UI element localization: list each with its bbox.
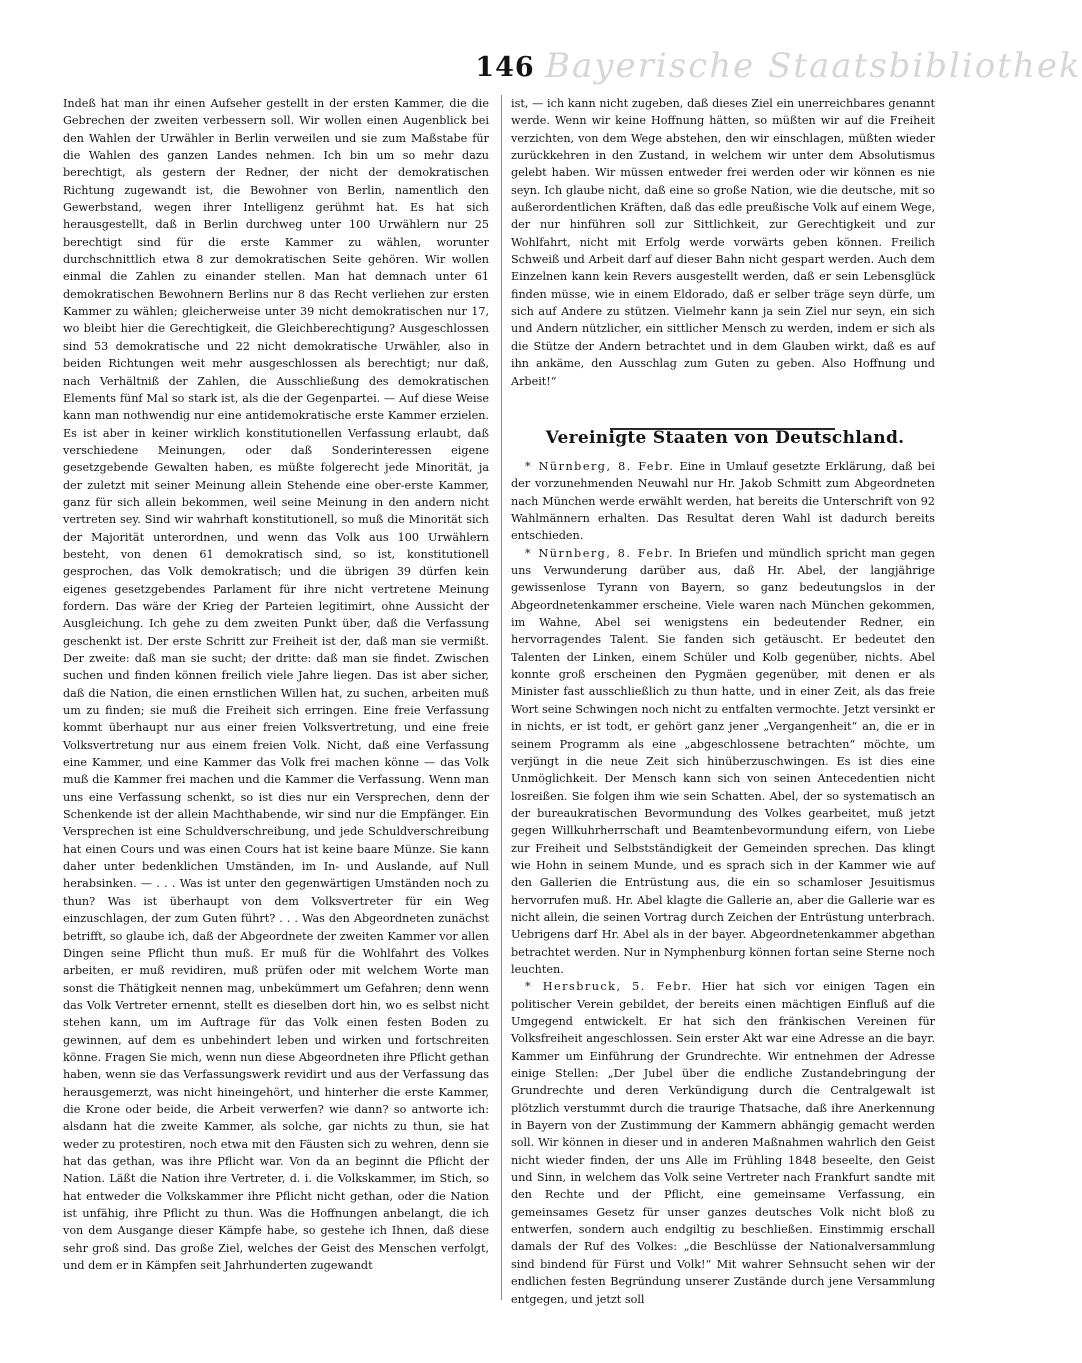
article-body: In Briefen und mündlich spricht man gegen uns Verwunderung darüber aus, daß Hr. Abel, der langjährige gewissenlose Tyrann von Bayern, so ganz bedeutungslos in der Abgeordnetenkammer erscheine. Viele waren nach München gekommen, im Wahne, Abel sei wenigstens ein bedeutender Redner, ein hervorragendes Talent. Sie fanden sich getäuscht. Er bedeutet den Talenten der Linken, einem Schüler und Kolb gegenüber, nichts. Abel konnte groß erscheinen den Pygmäen gegenüber, mit denen er als Minister fast ausschließlich zu thun hatte, und in einer Zeit, als das freie Wort seine Schwingen noch nicht zu entfalten vermochte. Jetzt versinkt er in nichts, er ist todt, er gehört ganz jener „Vergangenheit“ an, die er in seinem Programm als eine „abgeschlossene betrachten“ möchte, um verjüngt in die neue Zeit sich hinüberzuschwingen. Es ist dies eine Unmöglichkeit. Der Mensch kann sich von seinen Antecedentien nicht losreißen. Sie folgen ihm wie sein Schatten. Abel, der so systematisch an der bureaukratischen Bevormundung des Volkes gearbeitet, muß jetzt gegen Willkuhrherrschaft und Beamtenbevormundung eifern, von Liebe zur Freiheit und Selbstständigkeit der Gemeinden sprechen. Das klingt wie Hohn in seinem Munde, und es sprach sich in der Kammer wie auf den Gallerien die Entrüstung aus, die ein so schamloser Jesuitismus hervorrufen muß. Hr. Abel klagte die Gallerie an, aber die Gallerie war es nicht allein, die seinen Vortrag durch Zeichen der Entrüstung unterbrach. Uebrigens darf Hr. Abel als in der bayer. Abgeordnetenkammer abgethan betrachtet werden. Nur in Nymphenburg können fortan seine Sterne noch leuchten. — [511, 546, 936, 976]
article-dateline: * Hersbruck, 5. Febr. — [525, 980, 693, 994]
article-body: Eine in Umlauf gesetzte Erklärung, daß bei der vorzunehmenden Neuwahl nur Hr. Jakob Schmitt zum Abgeordneten nach München werde erwählt werden, hat bereits die Unterschrift von 92 Wahlmännern erhalten. Das Resultat deren Wahl ist dadurch bereits entschieden. — [511, 460, 935, 543]
speech-paragraph: Indeß hat man ihr einen Aufseher gestellt in der ersten Kammer, die die Gebrechen der zweiten verbessern soll. Wir wollen einen Augenblick bei den Wahlen der Urwähler in Berlin verweilen und sie zum Maßstabe für die Wahlen des ganzen Landes nehmen. Ich bin um so mehr dazu berechtigt, als gestern der Redner, der nicht der demokratischen Richtung zugewandt ist, die Bewohner von Berlin, namentlich den Gewerbstand, wegen ihrer Intelligenz gerühmt hat. Es hat sich herausgestellt, daß in Berlin durchweg unter 100 Urwählern nur 25 berechtigt sind für die erste Kammer zu wählen, worunter durchschnittlich etwa 8 zur demokratischen Seite gehören. Wir wollen einmal die Zahlen zu einander stellen. Man hat demnach unter 61 demokratischen Bewohnern Berlins nur 8 das Recht verliehen zur ersten Kammer zu wählen; gleicherweise unter 39 nicht demokratischen nur 17, wo bleibt hier die Gerechtigkeit, die Gleichberechtigung? Ausgeschlossen sind 53 demokratische und 22 nicht demokratische Urwähler, also in beiden Richtungen weit mehr ausgeschlossen als berechtigt; nur daß, nach Verhältniß der Zahlen, die Ausschließung des demokratischen Elements fünf Mal so stark ist, als die der Gegenpartei. — Auf diese Weise kann man nothwendig nur eine antidemokratische erste Kammer erzielen. Es ist aber in keiner wirklich konstitutionellen Verfassung erlaubt, daß verschiedene Meinungen, oder daß Sonderinteressen eigene gesetzgebende Gewalten haben, es müßte folgerecht jede Minorität, ja der zuletzt mit seiner Meinung allein Stehende eine ober-erste Kammer, ganz für sich allein bekommen, weil seine Meinung in den andern nicht vertreten sey. Sind wir wahrhaft konstitutionell, so muß die Minorität sich der Majorität unterordnen, und wenn das Volk aus 100 Urwählern besteht, von denen 61 demokratisch sind, so ist, konstitutionell gesprochen, das Volk demokratisch; und die übrigen 39 dürfen kein eigenes gesetzgebendes Parlament für ihre nicht vertretene Meinung fordern. Das wäre der Krieg der Parteien legitimirt, ohne Aussicht der Ausgleichung. Ich gehe zu dem zweiten Punkt über, daß die Verfassung geschenkt ist. Der erste Schritt zur Freiheit ist der, daß man sie vermißt. Der zweite: daß man sie sucht; der dritte: daß man sie findet. Zwischen suchen und finden können freilich viele Jahre liegen. Das ist aber sicher, daß die Nation, die einen ernstlichen Willen hat, zu suchen, arbeiten muß um zu finden; sie muß die Freiheit sich erringen. Eine freie Verfassung kommt überhaupt nur aus einer freien Volksvertretung, und eine freie Volksvertretung nur aus einem freien Volk. Nicht, daß eine Verfassung eine Kammer, und eine Kammer das Volk frei machen könne — das Volk muß die Kammer frei machen und die Kammer die Verfassung. Wenn man uns eine Verfassung schenkt, so ist dies nur ein Versprechen, denn der Schenkende ist der allein Machthabende, wir sind nur die Empfänger. Ein Versprechen ist eine Schuldverschreibung, und jede Schuldverschreibung hat einen Cours und was einen Cours hat ist keine baare Münze. Sie kann daher unter bedenklichen Umständen, im In- und Auslande, auf Null herabsinken. — . . . Was ist unter den gegenwärtigen Umständen noch zu thun? Was ist überhaupt von dem Volksvertreter für ein Weg einzuschlagen, der zum Guten führt? . . . Was den Abgeordneten zunächst betrifft, so glaube ich, daß der Abgeordnete der zweiten Kammer vor allen Dingen seine Pflicht thun muß. Er muß für die Wohlfahrt des Volkes arbeiten, er muß revidiren, muß prüfen oder mit welchem Worte man sonst die Thätigkeit nennen mag, unbekümmert um Gefahren; denn wenn das Volk Vertreter ernennt, stellt es dieselben dort hin, wo es selbst nicht stehen kann, um im Auftrage für das Volk einen festen Boden zu gewinnen, auf dem es unbehindert leben und wirken und fortschreiten könne. Fragen Sie mich, wenn nun diese Abgeordneten ihre Pflicht gethan haben, wenn sie das Verfassungswerk revidirt und aus der Verfassung das herausgemerzt, was nicht hineingehört, und hinterher die erste Kammer, die Krone oder beide, die Arbeit verwerfen? wie dann? so antworte ich: alsdann hat die zweite Kammer, als solche, gar nichts zu thun, sie hat weder zu protestiren, noch etwa mit den Fäusten sich zu wehren, denn sie hat das gethan, was ihre Pflicht war. Von da an beginnt die Pflicht der Nation. Läßt die Nation ihre Vertreter, d. i. die Volkskammer, im Stich, so hat entweder die Volkskammer ihre Pflicht nicht gethan, oder die Nation ist unfähig, ihre Pflicht zu thun. Was die Hoffnungen anbelangt, die ich von dem Ausgange dieser Kämpfe habe, so gestehe ich Ihnen, daß diese sehr groß sind. Das große Ziel, welches der Geist des Menschen verfolgt, und dem er in Kämpfen seit Jahrhunderten zugewandt — [63, 97, 489, 1273]
news-article — [511, 978, 935, 1308]
article-body: Hier hat sich vor einigen Tagen ein politischer Verein gebildet, der bereits einen mächtigen Einfluß auf die Umgegend entwickelt. Er hat sich den fränkischen Vereinen für Volksfreiheit angeschlossen. Sein erster Akt war eine Adresse an die bayr. Kammer um Einführung der Grundrechte. Wir entnehmen der Adresse einige Stellen: „Der Jubel über die endliche Zustandebringung der Grundrechte und deren Verkündigung durch die Centralgewalt ist plötzlich verstummt durch die traurige Thatsache, daß ihre Anerkennung in Bayern von der Zustimmung der Kammern abhängig gemacht werden soll. Wir können in dieser und in anderen Maßnahmen wahrlich den Geist nicht wieder finden, der uns Alle im Frühling 1848 beseelte, den Geist und Sinn, in welchem das Volk seine Vertreter nach Frankfurt sandte mit den Rechte und der Pflicht, eine gemeinsame Verfassung, ein gemeinsames Gesetz für unser ganzes deutsches Volk nicht bloß zu entwerfen, sondern auch endgiltig zu beschließen. Einstimmig erschall damals der Ruf des Volkes: „die Beschlüsse der Nationalversammlung sind bindend für Fürst und Volk!“ Mit wahrer Sehnsucht sehen wir der endlichen festen Begründung unserer Zustände durch jene Versammlung entgegen, und jetzt soll — [511, 980, 935, 1306]
page-number: 146 — [475, 52, 535, 83]
library-watermark: Bayerische Staatsbibliothek — [545, 46, 1082, 86]
article-dateline: * Nürnberg, 8. Febr. — [525, 546, 674, 560]
speech-continuation-paragraph: ist, — ich kann nicht zugeben, daß dieses Ziel ein unerreichbares genannt werde. Wenn wir keine Hoffnung hätten, so müßten wir auf die Freiheit verzichten, von dem Wege abstehen, den wir einschlagen, müßten wieder zurückkehren in den Zustand, in welchem wir unter dem Absolutismus gelebt haben. Wir müssen entweder frei werden oder wir können es nie seyn. Ich glaube nicht, daß eine so große Nation, wie die deutsche, mit so außerordentlichen Kräften, daß das edle preußische Volk auf einem Wege, der nur hinführen soll zur Sittlichkeit, zur Gerechtigkeit und zur Wohlfahrt, nicht mit Erfolg werde vorwärts geben können. Freilich Schweiß und Arbeit darf auf dieser Bahn nicht gespart werden. Auch dem Einzelnen kann kein Revers ausgestellt werden, daß er sein Lebensglück finden müsse, wie in einem Eldorado, daß er selber träge seyn dürfe, um sich auf Andere zu stützen. Vielmehr kann ja sein Ziel nur seyn, ein sich und Andern nützlicher, ein sittlicher Mensch zu werden, indem er sich als die Stütze der Andern betrachtet und in dem Glauben wirkt, daß es auf ihn ankäme, den Ausschlag zum Guten zu geben. Also Hoffnung und Arbeit!“ — [511, 97, 935, 388]
news-article — [511, 545, 935, 979]
section-heading: Vereinigte Staaten von Deutschland. — [545, 428, 905, 448]
right-column-continuation — [511, 95, 935, 390]
news-articles — [511, 458, 935, 1308]
article-dateline: * Nürnberg, 8. Febr. — [525, 460, 675, 473]
news-article — [511, 458, 935, 545]
left-column — [63, 95, 489, 1274]
column-divider — [501, 95, 502, 1300]
